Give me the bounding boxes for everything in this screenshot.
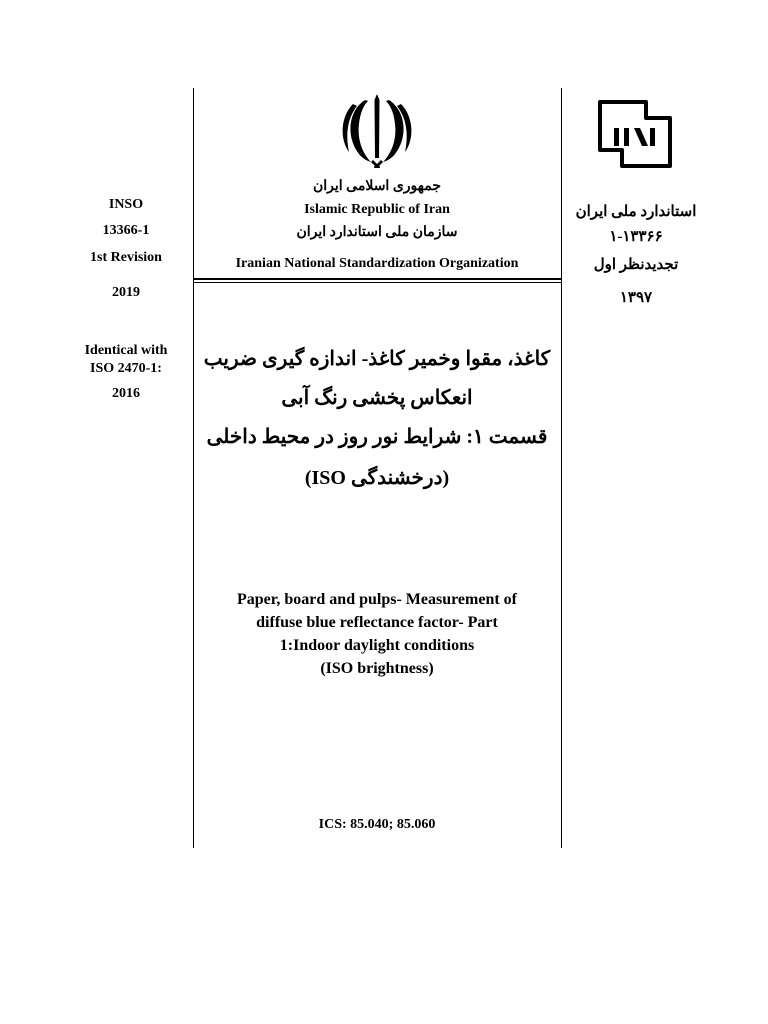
inso-logo-icon — [596, 98, 674, 170]
iran-emblem-icon — [335, 88, 419, 172]
title-fa-line1: کاغذ، مقوا وخمیر کاغذ- اندازه گیری ضریب — [203, 348, 551, 370]
country-en: Islamic Republic of Iran — [304, 202, 450, 217]
ics-code: ICS: 85.040; 85.060 — [318, 817, 436, 832]
org-fa: سازمان ملی استاندارد ایران — [296, 225, 458, 240]
revision: 1st Revision — [90, 250, 162, 265]
inso-label: INSO — [108, 197, 144, 212]
title-en-line2: diffuse blue reflectance factor- Part — [256, 614, 498, 631]
title-en-line1: Paper, board and pulps- Measurement of — [236, 591, 518, 608]
header-rule-thin — [193, 282, 561, 283]
revision-fa: تجدیدنظر اول — [593, 257, 679, 273]
identical-line1: Identical with — [84, 343, 168, 358]
left-divider — [193, 88, 194, 848]
title-en-line3: 1:Indoor daylight conditions — [279, 637, 475, 654]
standard-number-fa: ۱-۱۳۳۶۶ — [609, 229, 663, 245]
title-en-line4: (ISO brightness) — [320, 660, 434, 677]
title-fa-line2: انعکاس پخشی رنگ آبی — [281, 387, 473, 409]
title-fa-line4: (درخشندگی ISO) — [304, 467, 450, 489]
title-fa-line3: قسمت ۱: شرایط نور روز در محیط داخلی — [206, 426, 548, 448]
header-rule-thick — [193, 278, 561, 280]
standard-title-fa: استاندارد ملی ایران — [575, 204, 697, 220]
identical-line2: ISO 2470-1: — [90, 361, 162, 376]
standard-number: 13366-1 — [102, 223, 150, 238]
year: 2019 — [112, 285, 140, 300]
year-fa: ۱۳۹۷ — [619, 290, 653, 306]
org-en: Iranian National Standardization Organization — [235, 256, 519, 271]
country-fa: جمهوری اسلامی ایران — [313, 179, 441, 194]
identical-year: 2016 — [112, 386, 140, 401]
right-divider — [561, 88, 562, 848]
